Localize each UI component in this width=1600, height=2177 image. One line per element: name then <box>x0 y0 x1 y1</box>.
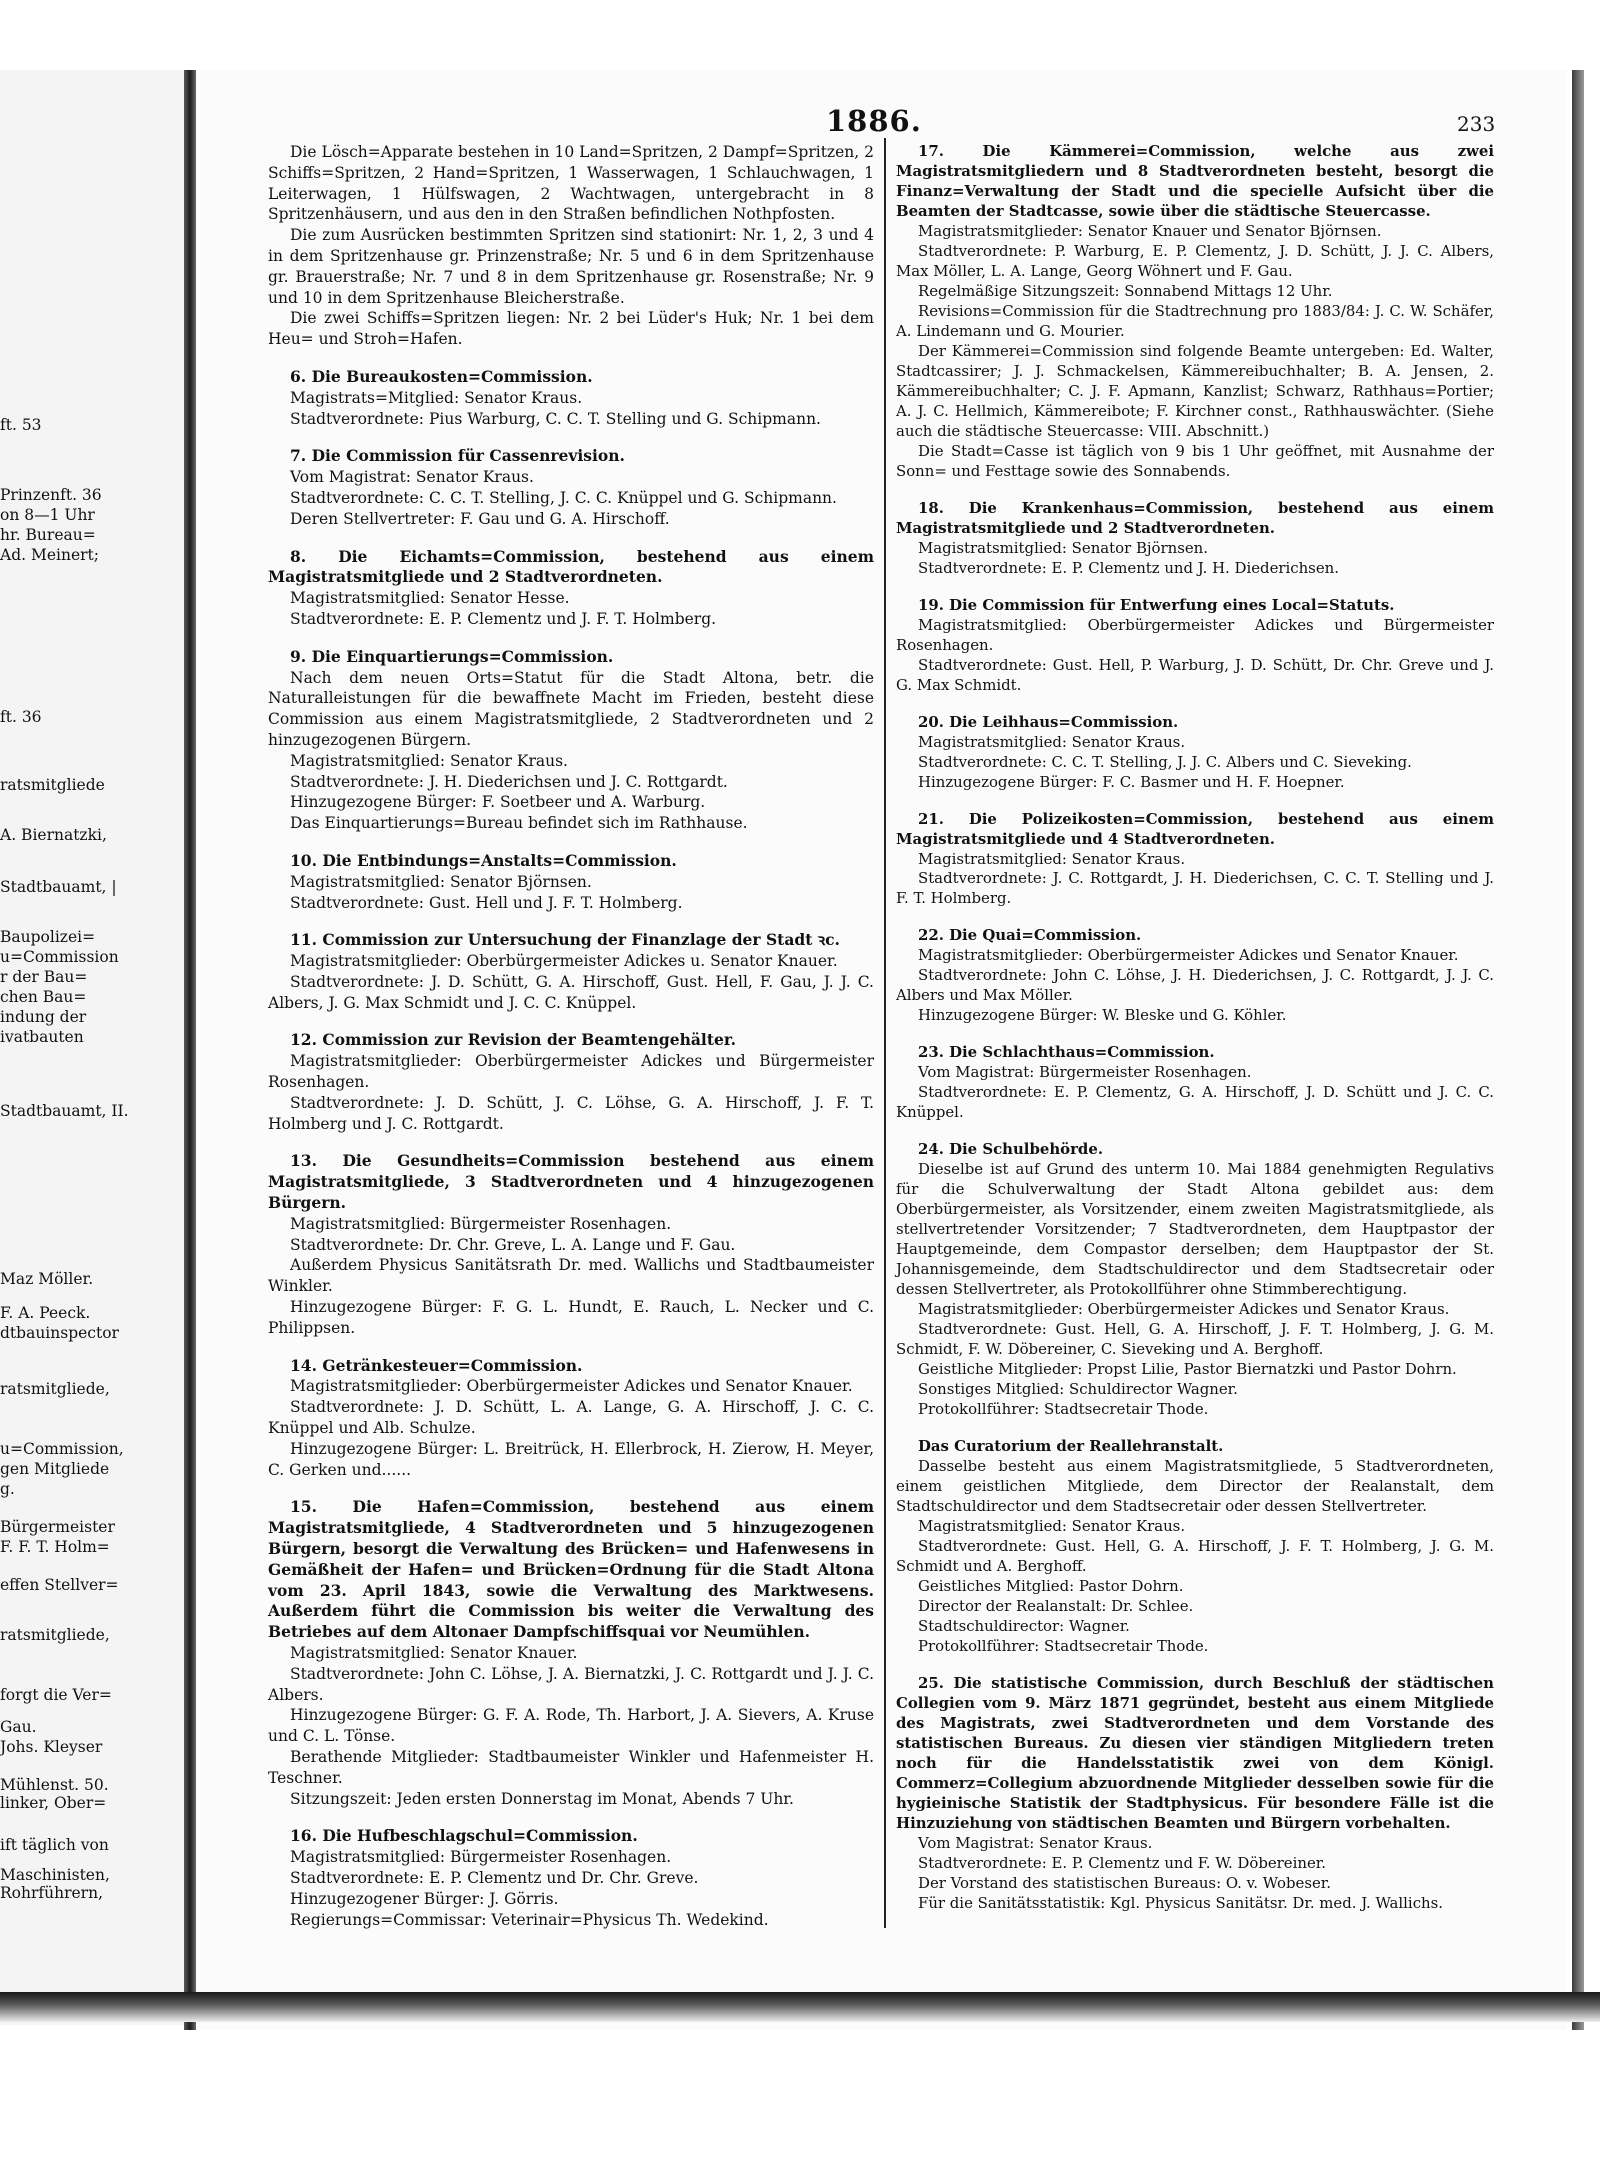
left-page-text: indung der <box>0 1008 87 1026</box>
left-page-text: A. Biernatzki, <box>0 826 107 844</box>
left-page-text: Maz Möller. <box>0 1270 94 1288</box>
section-heading: 6. Die Bureaukosten=Commission. <box>290 366 593 386</box>
paragraph: Stadtverordnete: J. D. Schütt, L. A. Lange, G. A. Hirschoff, J. C. C. Knüppel und Alb. Schulze. <box>268 1398 874 1438</box>
section-gap <box>896 909 1494 926</box>
left-page-text: ft. 53 <box>0 416 42 434</box>
left-page-text: linker, Ober= <box>0 1794 107 1812</box>
left-page-text: F. F. T. Holm= <box>0 1538 110 1556</box>
section-gap <box>896 696 1494 713</box>
section-heading: 19. Die Commission für Entwerfung eines Local=Statuts. <box>918 595 1395 614</box>
section-heading: 8. Die Eichamts=Commission, bestehend aus einem Magistratsmitgliede und 2 Stadtverordneten. <box>268 546 874 587</box>
left-page-text: gen Mitgliede <box>0 1460 110 1478</box>
column-divider <box>884 138 886 1928</box>
paragraph: Stadtverordnete: John C. Löhse, J. A. Biernatzki, J. C. Rottgardt und J. J. C. Albers. <box>268 1664 874 1704</box>
left-page-text: Ad. Meinert; <box>0 546 99 564</box>
paragraph: Stadtverordnete: E. P. Clementz und J. F. T. Holmberg. <box>290 609 717 628</box>
paragraph: Stadtverordnete: C. C. T. Stelling, J. C. C. Knüppel und G. Schipmann. <box>290 488 837 507</box>
section-heading: 11. Commission zur Untersuchung der Finanzlage der Stadt ꝛc. <box>290 930 840 950</box>
section-heading: 21. Die Polizeikosten=Commission, bestehend aus einem Magistratsmitgliede und 4 Stadtverordneten. <box>896 809 1494 848</box>
paragraph: Geistliches Mitglied: Pastor Dohrn. <box>918 1576 1184 1595</box>
paragraph: Stadtverordnete: J. H. Diederichsen und J. C. Rottgardt. <box>290 772 728 791</box>
left-page-text: Mühlenst. 50. <box>0 1776 109 1794</box>
paragraph: Stadtverordnete: J. C. Rottgardt, J. H. Diederichsen, C. C. T. Stelling und J. F. T. Holmberg. <box>896 869 1494 908</box>
paragraph: Dieselbe ist auf Grund des unterm 10. Mai 1884 genehmigten Regulativs für die Schulverwaltung der Stadt Altona gebildet aus: dem Oberbürgermeister, als Vorsitzender, einem zweiten Magistratsmitgliede, als stellvertretender Vorsitzender; 7 Stadtverordneten, dem Hauptpastor der Hauptgemeinde, dem Compastor derselben; dem Hauptpastor der St. Johannisgemeinde, dem Stadtschuldirector und dem Stadtsecretair oder dessen Stellvertreter, als Protokollführer ohne Stimmberechtigung. <box>896 1160 1494 1299</box>
left-page-text: Stadtbauamt, II. <box>0 1102 129 1120</box>
section-heading: 7. Die Commission für Cassenrevision. <box>290 446 625 466</box>
section-heading: 20. Die Leihhaus=Commission. <box>918 712 1179 731</box>
page-edge <box>1572 70 1584 2030</box>
page-year: 1886. <box>826 104 922 138</box>
paragraph: Stadtverordnete: E. P. Clementz und F. W. Döbereiner. <box>918 1853 1326 1872</box>
section-gap <box>268 1809 874 1826</box>
paragraph: Vom Magistrat: Senator Kraus. <box>918 1833 1153 1852</box>
left-column <box>268 142 874 1930</box>
section-gap <box>268 429 874 446</box>
section-heading: 9. Die Einquartierungs=Commission. <box>290 646 614 666</box>
paragraph: Magistratsmitglieder: Oberbürgermeister Adickes und Senator Knauer. <box>918 946 1459 965</box>
paragraph: Sitzungszeit: Jeden ersten Donnerstag im Monat, Abends 7 Uhr. <box>290 1789 794 1808</box>
paragraph: Protokollführer: Stadtsecretair Thode. <box>918 1636 1209 1655</box>
section-heading: Das Curatorium der Reallehranstalt. <box>918 1437 1224 1456</box>
section-gap <box>896 1657 1494 1674</box>
paragraph: Hinzugezogene Bürger: G. F. A. Rode, Th. Harbort, J. A. Sievers, A. Kruse und C. L. Tönse. <box>268 1706 874 1746</box>
left-page-text: hr. Bureau= <box>0 526 96 544</box>
paragraph: Dasselbe besteht aus einem Magistratsmitgliede, 5 Stadtverordneten, einem geistlichen Mitgliede, dem Director der Realanstalt, dem Stadtschuldirector und dem Stadtsecretair oder dessen Stellvertreter. <box>896 1457 1494 1516</box>
left-page-text: Rohrführern, <box>0 1884 103 1902</box>
paragraph: Magistratsmitglied: Senator Björnsen. <box>290 872 592 891</box>
paragraph: Magistratsmitglied: Senator Kraus. <box>918 849 1186 868</box>
paragraph: Stadtverordnete: P. Warburg, E. P. Clementz, J. D. Schütt, J. J. C. Albers, Max Möller, L. A. Lange, Georg Wöhnert und F. Gau. <box>896 241 1494 280</box>
paragraph: Die Stadt=Casse ist täglich von 9 bis 1 Uhr geöffnet, mit Ausnahme der Sonn= und Festtage sowie des Sonnabends. <box>896 441 1494 480</box>
paragraph: Hinzugezogene Bürger: F. C. Basmer und H. F. Hoepner. <box>918 772 1345 791</box>
left-page-text: chen Bau= <box>0 988 87 1006</box>
paragraph: Magistratsmitglied: Bürgermeister Rosenhagen. <box>290 1214 672 1233</box>
paragraph: Stadtverordnete: C. C. T. Stelling, J. J. C. Albers und C. Sieveking. <box>918 752 1412 771</box>
section-gap <box>896 1123 1494 1140</box>
page-number: 233 <box>1457 112 1496 136</box>
paragraph: Regierungs=Commissar: Veterinair=Physicus Th. Wedekind. <box>290 1910 769 1929</box>
paragraph: Magistrats=Mitglied: Senator Kraus. <box>290 388 583 407</box>
left-page-text: ratsmitgliede <box>0 776 105 794</box>
left-page-text: F. A. Peeck. <box>0 1304 91 1322</box>
paragraph: Vom Magistrat: Bürgermeister Rosenhagen. <box>918 1063 1252 1082</box>
section-gap <box>268 630 874 647</box>
paragraph: Stadtschuldirector: Wagner. <box>918 1616 1130 1635</box>
paragraph: Magistratsmitglieder: Oberbürgermeister Adickes und Senator Knauer. <box>290 1377 853 1396</box>
left-page-text: ft. 36 <box>0 708 42 726</box>
paragraph: Hinzugezogene Bürger: F. G. L. Hundt, E. Rauch, L. Necker und C. Philippsen. <box>268 1298 874 1337</box>
paragraph: Berathende Mitglieder: Stadtbaumeister Winkler und Hafenmeister H. Teschner. <box>268 1747 874 1787</box>
paragraph: Der Kämmerei=Commission sind folgende Beamte untergeben: Ed. Walter, Stadtcassirer; J. J. Schmackelsen, Kämmereibuchhalter; B. A. Jensen, 2. Kämmereibuchhalter; C. J. F. Apmann, Kanzlist; Schwarz, Rathhaus=Portier; A. J. C. Hellmich, Kämmereibote; F. Kirchner const., Rathhauswächter. (Siehe auch die städtische Steuercasse: VIII. Abschnitt.) <box>896 341 1494 440</box>
paragraph: Stadtverordnete: Gust. Hell, G. A. Hirschoff, J. F. T. Holmberg, J. G. M. Schmidt und A. Berghoff. <box>896 1537 1494 1575</box>
paragraph: Stadtverordnete: E. P. Clementz, G. A. Hirschoff, J. D. Schütt und J. C. C. Knüppel. <box>896 1083 1494 1122</box>
left-page-text: dtbauinspector <box>0 1324 119 1342</box>
section-gap <box>268 1339 874 1356</box>
section-gap <box>896 1420 1494 1437</box>
left-page-text: u=Commission, <box>0 1440 124 1458</box>
left-page-fragment <box>0 70 184 2025</box>
paragraph: Regelmäßige Sitzungszeit: Sonnabend Mittags 12 Uhr. <box>918 281 1333 300</box>
scan-bottom-edge <box>0 1992 1600 2022</box>
paragraph: Magistratsmitglieder: Oberbürgermeister Adickes u. Senator Knauer. <box>290 952 838 971</box>
section-gap <box>896 1026 1494 1043</box>
paragraph: Stadtverordnete: Gust. Hell, P. Warburg, J. D. Schütt, Dr. Chr. Greve und J. G. Max Schmidt. <box>896 655 1494 694</box>
paragraph: Stadtverordnete: J. D. Schütt, G. A. Hirschoff, Gust. Hell, F. Gau, J. J. C. Albers, J. G. Max Schmidt und J. C. C. Knüppel. <box>268 972 874 1012</box>
paragraph: Für die Sanitätsstatistik: Kgl. Physicus Sanitätsr. Dr. med. J. Wallichs. <box>918 1893 1444 1912</box>
paragraph: Stadtverordnete: J. D. Schütt, J. C. Löhse, G. A. Hirschoff, J. F. T. Holmberg und J. C. Rottgardt. <box>268 1093 874 1133</box>
left-page-text: Baupolizei= <box>0 928 96 946</box>
paragraph: Stadtverordnete: Dr. Chr. Greve, L. A. Lange und F. Gau. <box>290 1235 736 1254</box>
section-heading: 22. Die Quai=Commission. <box>918 926 1142 945</box>
section-heading: 18. Die Krankenhaus=Commission, bestehend aus einem Magistratsmitgliede und 2 Stadtverordneten. <box>896 498 1494 537</box>
paragraph: Nach dem neuen Orts=Statut für die Stadt Altona, betr. die Naturalleistungen für die bewaffnete Macht im Frieden, besteht diese Commission aus einem Magistratsmitgliede, 2 Stadtverordneten und 2 hinzugezogenen Bürgern. <box>268 668 874 749</box>
paragraph: Das Einquartierungs=Bureau befindet sich im Rathhause. <box>290 814 748 833</box>
paragraph: Die zwei Schiffs=Spritzen liegen: Nr. 2 bei Lüder's Huk; Nr. 1 bei dem Heu= und Stroh=Hafen. <box>268 309 874 349</box>
left-page-text: Stadtbauamt, | <box>0 878 117 896</box>
section-gap <box>896 482 1494 499</box>
paragraph: Deren Stellvertreter: F. Gau und G. A. Hirschoff. <box>290 509 670 528</box>
paragraph: Protokollführer: Stadtsecretair Thode. <box>918 1400 1209 1419</box>
right-column <box>896 142 1494 1914</box>
paragraph: Stadtverordnete: E. P. Clementz und Dr. Chr. Greve. <box>290 1868 699 1887</box>
section-heading: 10. Die Entbindungs=Anstalts=Commission. <box>290 850 677 870</box>
section-heading: 17. Die Kämmerei=Commission, welche aus zwei Magistratsmitgliedern und 8 Stadtverordneten besteht, besorgt die Finanz=Verwaltung der Stadt und die specielle Aufsicht über die Beamten der Stadtcasse, sowie über die städtische Steuercasse. <box>896 142 1494 220</box>
section-heading: 23. Die Schlachthaus=Commission. <box>918 1043 1215 1062</box>
paragraph: Die Lösch=Apparate bestehen in 10 Land=Spritzen, 2 Dampf=Spritzen, 2 Schiffs=Spritzen, 2 Hand=Spritzen, 1 Wasserwagen, 1 Schlauchwagen, 1 Leiterwagen, 1 Hülfswagen, 2 Wachtwagen, untergebracht in 8 Spritzenhäusern, und aus den in den Straßen befindlichen Nothpfosten. <box>268 143 874 224</box>
section-heading: 13. Die Gesundheits=Commission bestehend aus einem Magistratsmitgliede, 3 Stadtverordneten und 4 hinzugezogenen Bürgern. <box>268 1151 874 1213</box>
paragraph: Magistratsmitglied: Oberbürgermeister Adickes und Bürgermeister Rosenhagen. <box>896 615 1494 654</box>
section-gap <box>268 913 874 930</box>
paragraph: Magistratsmitglieder: Oberbürgermeister Adickes und Bürgermeister Rosenhagen. <box>268 1052 874 1092</box>
paragraph: Hinzugezogene Bürger: L. Breitrück, H. Ellerbrock, H. Zierow, H. Meyer, C. Gerken und...... <box>268 1439 874 1479</box>
paragraph: Revisions=Commission für die Stadtrechnung pro 1883/84: J. C. W. Schäfer, A. Lindemann und G. Mourier. <box>896 301 1494 340</box>
section-gap <box>268 1134 874 1151</box>
left-page-text: ivatbauten <box>0 1028 84 1046</box>
paragraph: Sonstiges Mitglied: Schuldirector Wagner. <box>918 1380 1238 1399</box>
paragraph: Außerdem Physicus Sanitätsrath Dr. med. Wallichs und Stadtbaumeister Winkler. <box>268 1256 874 1296</box>
left-page-text: u=Commission <box>0 948 119 966</box>
left-page-text: on 8—1 Uhr <box>0 506 95 524</box>
paragraph: Hinzugezogene Bürger: F. Soetbeer und A. Warburg. <box>290 793 706 812</box>
left-page-text: Prinzenft. 36 <box>0 486 102 504</box>
paragraph: Geistliche Mitglieder: Propst Lilie, Pastor Biernatzki und Pastor Dohrn. <box>918 1360 1457 1379</box>
section-gap <box>268 530 874 547</box>
left-page-text: effen Stellver= <box>0 1576 119 1594</box>
section-gap <box>268 834 874 851</box>
section-heading: 16. Die Hufbeschlagschul=Commission. <box>290 1826 638 1846</box>
paragraph: Magistratsmitglied: Senator Kraus. <box>918 732 1186 751</box>
left-page-text: Bürgermeister <box>0 1518 115 1536</box>
section-heading: 14. Getränkesteuer=Commission. <box>290 1355 583 1375</box>
left-page-text: r der Bau= <box>0 968 88 986</box>
left-page-text: g. <box>0 1480 15 1498</box>
paragraph: Magistratsmitglied: Senator Kraus. <box>918 1517 1186 1536</box>
paragraph: Vom Magistrat: Senator Kraus. <box>290 468 534 487</box>
paragraph: Stadtverordnete: Gust. Hell, G. A. Hirschoff, J. F. T. Holmberg, J. G. M. Schmidt, F. W. Döbereiner, C. Sieveking und A. Berghoff. <box>896 1320 1494 1359</box>
paragraph: Magistratsmitglied: Senator Björnsen. <box>918 538 1208 557</box>
paragraph: Magistratsmitglied: Senator Kraus. <box>290 751 568 770</box>
section-gap <box>896 793 1494 810</box>
left-page-text: forgt die Ver= <box>0 1686 112 1704</box>
paragraph: Stadtverordnete: Gust. Hell und J. F. T. Holmberg. <box>290 893 683 912</box>
paragraph: Hinzugezogene Bürger: W. Bleske und G. Köhler. <box>918 1006 1287 1025</box>
left-page-text: Johs. Kleyser <box>0 1738 103 1756</box>
section-heading: 24. Die Schulbehörde. <box>918 1140 1104 1159</box>
paragraph: Magistratsmitglieder: Senator Knauer und Senator Björnsen. <box>918 221 1382 240</box>
paragraph: Magistratsmitglied: Senator Hesse. <box>290 589 570 608</box>
left-page-text: Maschinisten, <box>0 1866 110 1884</box>
section-gap <box>268 1480 874 1497</box>
left-page-text: ratsmitgliede, <box>0 1626 110 1644</box>
paragraph: Stadtverordnete: Pius Warburg, C. C. T. Stelling und G. Schipmann. <box>290 409 821 428</box>
paragraph: Magistratsmitglied: Bürgermeister Rosenhagen. <box>290 1848 672 1867</box>
paragraph: Director der Realanstalt: Dr. Schlee. <box>918 1596 1194 1615</box>
paragraph: Stadtverordnete: John C. Löhse, J. H. Diederichsen, J. C. Rottgardt, J. J. C. Albers und Max Möller. <box>896 966 1494 1005</box>
section-heading: 12. Commission zur Revision der Beamtengehälter. <box>290 1030 736 1050</box>
left-page-text: ift täglich von <box>0 1836 109 1854</box>
paragraph: Der Vorstand des statistischen Bureaus: O. v. Wobeser. <box>918 1873 1332 1892</box>
left-page-text: ratsmitgliede, <box>0 1380 110 1398</box>
book-gutter <box>184 70 196 2030</box>
left-page-text: Gau. <box>0 1718 37 1736</box>
section-gap <box>268 350 874 367</box>
paragraph: Hinzugezogener Bürger: J. Görris. <box>290 1889 559 1908</box>
paragraph: Magistratsmitglieder: Oberbürgermeister Adickes und Senator Kraus. <box>918 1300 1450 1319</box>
paragraph: Stadtverordnete: E. P. Clementz und J. H. Diederichsen. <box>918 558 1339 577</box>
section-heading: 25. Die statistische Commission, durch Beschluß der städtischen Collegien vom 9. März 1871 gegründet, besteht aus einem Mitgliede des Magistrats, zwei Stadtverordneten und dem Vorstande des statistischen Bureaus. Zu diesen vier ständigen Mitgliedern treten noch für die Handelsstatistik zwei von dem Königl. Commerz=Collegium abzuordnende Mitglieder desselben sowie für die hygieinische Statistik der Stadtphysicus. Für besondere Fälle ist die Hinzuziehung von städtischen Beamten und Bürgern vorbehalten. <box>896 1673 1494 1832</box>
paragraph: Magistratsmitglied: Senator Knauer. <box>290 1644 578 1662</box>
section-heading: 15. Die Hafen=Commission, bestehend aus einem Magistratsmitgliede, 4 Stadtverordneten und 5 hinzugezogenen Bürgern, besorgt die Verwaltung des Brücken= und Hafenwesens in Gemäßheit der Hafen= und Brücken=Ordnung für die Stadt Altona vom 23. April 1843, sowie die Verwaltung des Marktwesens. Außerdem führt die Commission bis weiter die Verwaltung des Betriebes auf dem Altonaer Dampfschiffsquai vor Neumühlen. <box>268 1497 874 1642</box>
section-gap <box>896 579 1494 596</box>
paragraph: Die zum Ausrücken bestimmten Spritzen sind stationirt: Nr. 1, 2, 3 und 4 in dem Spritzenhause gr. Prinzenstraße; Nr. 5 und 6 in dem Spritzenhause gr. Brauerstraße; Nr. 7 und 8 in dem Spritzenhause gr. Rosenstraße; Nr. 9 und 10 in dem Spritzenhause Bleicherstraße. <box>268 226 874 307</box>
section-gap <box>268 1013 874 1030</box>
